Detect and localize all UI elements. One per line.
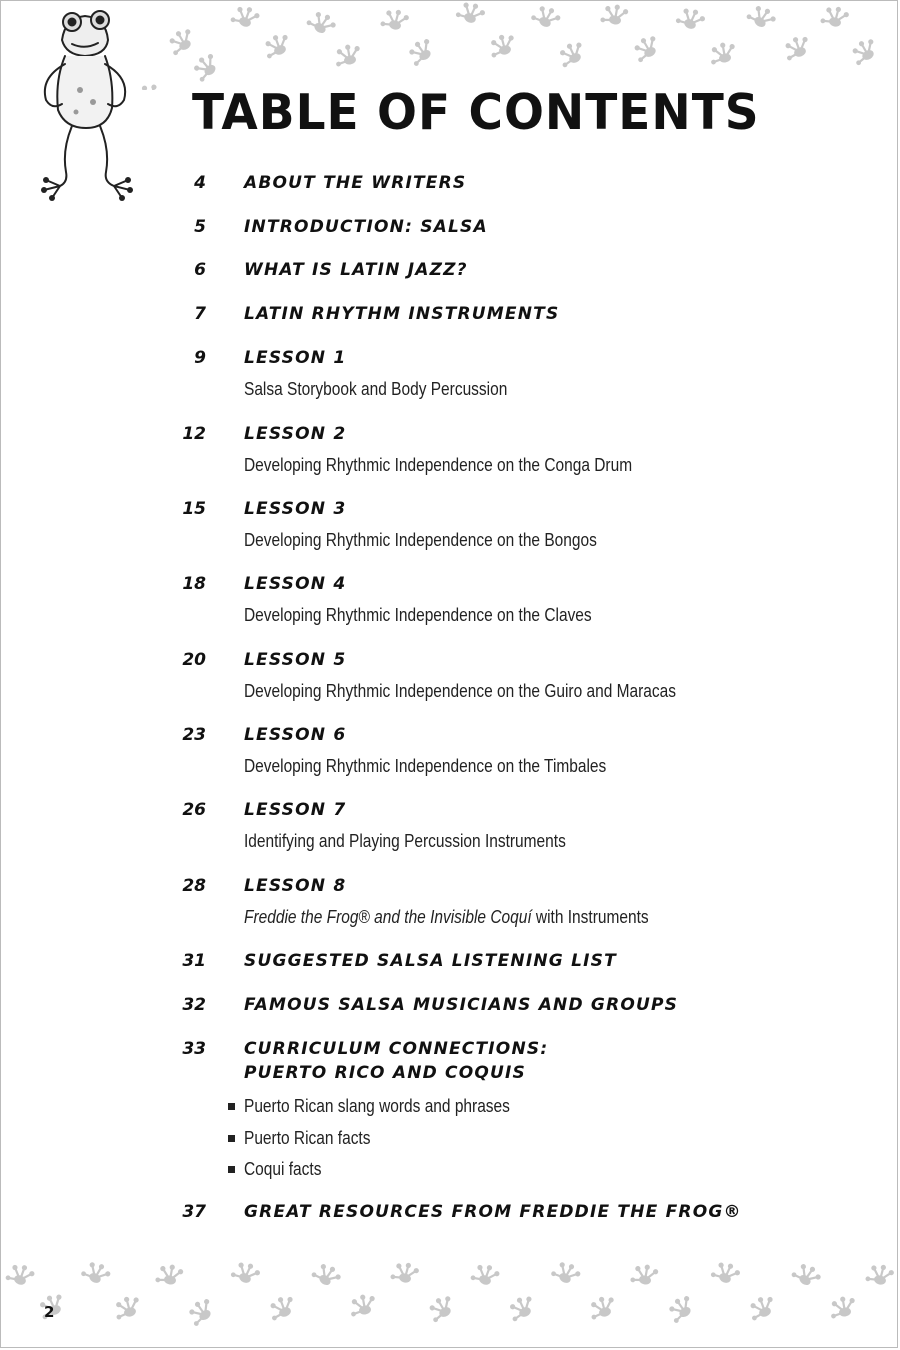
toc-heading: LESSON 5 [244, 650, 347, 670]
toc-heading: SUGGESTED SALSA LISTENING LIST [244, 951, 617, 971]
toc-heading: LESSON 4 [244, 574, 347, 594]
toc-page-number: 9 [194, 348, 206, 368]
bullet-list [226, 1094, 826, 1189]
toc-heading: LESSON 7 [244, 800, 347, 820]
toc-page-number: 26 [182, 800, 206, 820]
toc-page-number: 4 [194, 173, 206, 193]
toc-subtitle: Developing Rhythmic Independence on the Guiro and Maracas [244, 681, 676, 701]
bullet-square-icon [228, 1166, 235, 1173]
toc-page-number: 32 [182, 995, 206, 1015]
bullet-text: Puerto Rican slang words and phrases [244, 1096, 510, 1116]
toc-page-number: 7 [194, 304, 206, 324]
toc-page-number: 15 [182, 499, 206, 519]
toc-heading-line-2: PUERTO RICO AND COQUIS [244, 1063, 526, 1083]
toc-subtitle: Developing Rhythmic Independence on the Claves [244, 605, 592, 625]
toc-page-number: 20 [182, 650, 206, 670]
toc-subtitle-italic-title: Freddie the Frog® and the Invisible Coquí [244, 907, 532, 927]
toc-page-number: 6 [194, 260, 206, 280]
toc-heading: CURRICULUM CONNECTIONS: [244, 1039, 549, 1059]
toc-page-number: 23 [182, 725, 206, 745]
frog-footprints-bottom-decoration [0, 1250, 900, 1350]
toc-page-number: 18 [182, 574, 206, 594]
toc-heading: LESSON 2 [244, 424, 347, 444]
bullet-square-icon [228, 1135, 235, 1142]
toc-heading: LATIN RHYTHM INSTRUMENTS [244, 304, 560, 324]
toc-subtitle [244, 905, 649, 929]
bullet-item [226, 1126, 826, 1158]
toc-heading: GREAT RESOURCES FROM FREDDIE THE FROG® [244, 1202, 742, 1222]
toc-subtitle: Developing Rhythmic Independence on the Bongos [244, 530, 597, 550]
toc-page-number: 37 [182, 1202, 206, 1222]
toc-subtitle: Developing Rhythmic Independence on the Conga Drum [244, 455, 633, 475]
toc-heading: LESSON 8 [244, 876, 347, 896]
bullet-item [226, 1094, 826, 1126]
toc-page-number: 33 [182, 1039, 206, 1059]
page-title: TABLE OF CONTENTS [192, 84, 760, 142]
toc-heading: FAMOUS SALSA MUSICIANS AND GROUPS [244, 995, 679, 1015]
bullet-text: Puerto Rican facts [244, 1127, 371, 1148]
page-number: 2 [44, 1303, 55, 1321]
bullet-text: Coqui facts [244, 1159, 322, 1179]
toc-heading: LESSON 1 [244, 348, 347, 368]
toc-heading: INTRODUCTION: SALSA [244, 217, 488, 237]
toc-heading: ABOUT THE WRITERS [244, 173, 467, 193]
bullet-item [226, 1157, 826, 1189]
bullet-square-icon [228, 1103, 235, 1110]
toc-subtitle: Developing Rhythmic Independence on the Timbales [244, 756, 607, 776]
toc-page-number: 12 [182, 424, 206, 444]
toc-page-number: 31 [182, 951, 206, 971]
toc-page-number: 28 [182, 876, 206, 896]
toc-subtitle-rest: with Instruments [531, 907, 649, 927]
toc-heading: LESSON 3 [244, 499, 347, 519]
toc-subtitle: Salsa Storybook and Body Percussion [244, 379, 508, 399]
toc-page-number: 5 [194, 217, 206, 237]
toc-heading: LESSON 6 [244, 725, 347, 745]
toc-subtitle: Identifying and Playing Percussion Instruments [244, 831, 566, 851]
toc-heading: WHAT IS LATIN JAZZ? [244, 260, 468, 280]
